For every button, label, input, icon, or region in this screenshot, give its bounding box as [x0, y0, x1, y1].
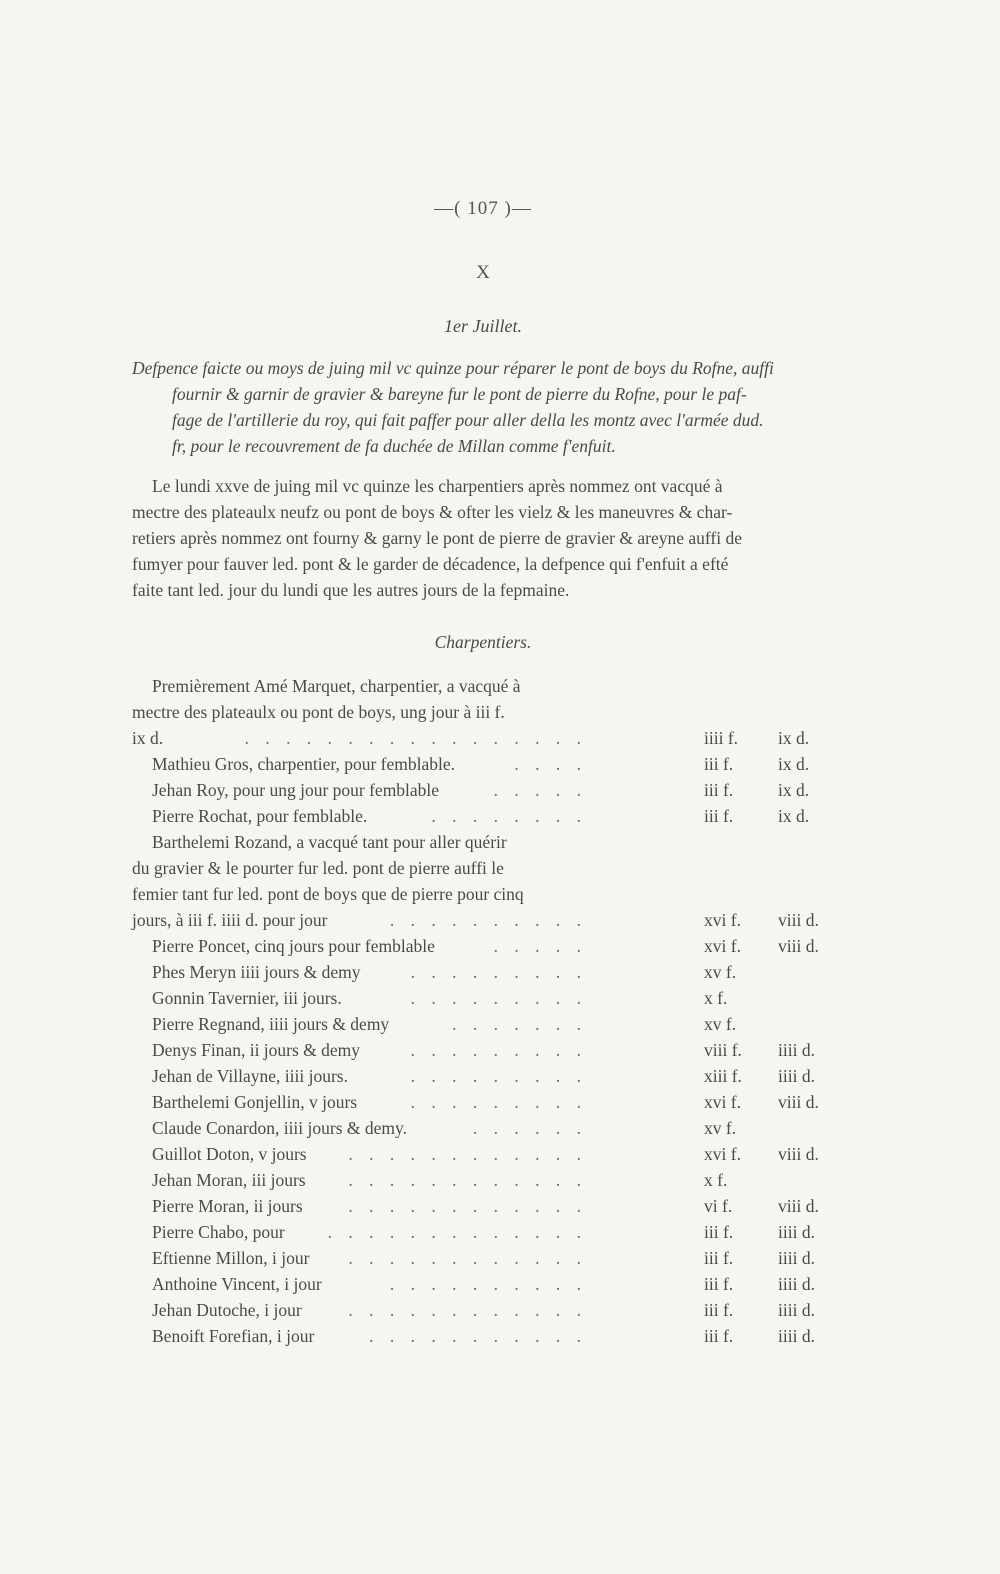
entry-deniers: iiii d.	[778, 1300, 815, 1320]
entry-row	[132, 881, 852, 907]
entry-row	[132, 1037, 852, 1063]
entry-sous: iii f.	[704, 1300, 734, 1320]
entry-text: Premièrement Amé Marquet, charpentier, a vacqué à	[152, 676, 521, 696]
leader-dots: . . . . . . . . . . . . .	[327, 1222, 587, 1242]
entry-text: Barthelemi Gonjellin, v jours	[152, 1092, 358, 1112]
leader-dots: . . . . . . . . .	[410, 1092, 587, 1112]
entry-row	[132, 959, 852, 985]
entry-text: Mathieu Gros, charpentier, pour femblable.	[152, 754, 456, 774]
entry-deniers: viii d.	[778, 910, 819, 930]
entry-text: Phes Meryn iiii jours & demy	[152, 962, 361, 982]
entry-row	[132, 803, 852, 829]
entry-sous: x f.	[704, 1170, 728, 1190]
leader-dots: . . . . . . . . . . . .	[348, 1196, 587, 1216]
heading-line: Defpence faicte ou moys de juing mil vc quinze pour réparer le pont de boys du Rofne, auffi	[132, 358, 774, 378]
entry-text: Jehan de Villayne, iiii jours.	[152, 1066, 348, 1086]
page-number: —( 107 )—	[434, 198, 532, 219]
entry-row	[132, 1323, 852, 1349]
entries-list	[132, 673, 852, 1349]
entry-deniers: ix d.	[778, 728, 810, 748]
entry-sous: iii f.	[704, 1222, 734, 1242]
entry-row	[132, 933, 852, 959]
entry-row	[132, 1219, 852, 1245]
entry-text: Pierre Moran, ii jours	[152, 1196, 303, 1216]
entry-row	[132, 699, 852, 725]
entry-sous: iii f.	[704, 1274, 734, 1294]
entry-text: jours, à iii f. iiii d. pour jour	[132, 910, 328, 930]
leader-dots: . . . . . .	[472, 1118, 587, 1138]
leader-dots: . . . .	[514, 754, 587, 774]
entry-sous: xvi f.	[704, 1144, 741, 1164]
entry-sous: xiii f.	[704, 1066, 742, 1086]
heading-line: fr, pour le recouvrement de fa duchée de Millan comme f'enfuit.	[172, 436, 616, 456]
entry-deniers: ix d.	[778, 806, 810, 826]
entry-sous: iii f.	[704, 754, 734, 774]
entry-text: Eftienne Millon, i jour	[152, 1248, 310, 1268]
entry-deniers: iiii d.	[778, 1040, 815, 1060]
entry-sous: iii f.	[704, 1248, 734, 1268]
leader-dots: . . . . . . . . . . .	[369, 1326, 587, 1346]
entry-text: Jehan Dutoche, i jour	[152, 1300, 302, 1320]
entry-deniers: viii d.	[778, 936, 819, 956]
section-numeral: X	[476, 262, 490, 283]
entry-deniers: iiii d.	[778, 1248, 815, 1268]
heading-line: fournir & garnir de gravier & bareyne fur le pont de pierre du Rofne, pour le paf-	[172, 384, 747, 404]
entry-text: Claude Conardon, iiii jours & demy.	[152, 1118, 408, 1138]
date-heading: 1er Juillet.	[444, 316, 522, 336]
body-paragraph	[132, 473, 844, 603]
entry-row	[132, 1193, 852, 1219]
entry-row	[132, 985, 852, 1011]
entry-sous: viii f.	[704, 1040, 742, 1060]
entry-text: Denys Finan, ii jours & demy	[152, 1040, 361, 1060]
entry-row	[132, 1063, 852, 1089]
heading-line: fage de l'artillerie du roy, qui fait paffer pour aller della les montz avec l'armée dud.	[172, 410, 764, 430]
leader-dots: . . . . . . . . .	[410, 962, 587, 982]
entry-row	[132, 829, 852, 855]
entry-deniers: iiii d.	[778, 1222, 815, 1242]
leader-dots: . . . . . . .	[452, 1014, 587, 1034]
entry-text: mectre des plateaulx ou pont de boys, ung jour à iii f.	[132, 702, 505, 722]
leader-dots: . . . . . . . . . .	[389, 1274, 587, 1294]
entry-text: Pierre Regnand, iiii jours & demy	[152, 1014, 390, 1034]
entry-row	[132, 855, 852, 881]
leader-dots: . . . . . . . . . . . .	[348, 1170, 587, 1190]
entry-row	[132, 725, 852, 751]
entry-deniers: viii d.	[778, 1092, 819, 1112]
entry-text: Anthoine Vincent, i jour	[152, 1274, 322, 1294]
entry-sous: xvi f.	[704, 936, 741, 956]
body-line: Le lundi xxve de juing mil vc quinze les charpentiers après nommez ont vacqué à	[152, 476, 723, 496]
entry-sous: xv f.	[704, 1014, 737, 1034]
entry-sous: x f.	[704, 988, 728, 1008]
entry-row	[132, 777, 852, 803]
entry-deniers: iiii d.	[778, 1326, 815, 1346]
entry-row	[132, 1115, 852, 1141]
body-line: fumyer pour fauver led. pont & le garder de décadence, la defpence qui f'enfuit a efté	[132, 554, 729, 574]
entry-text: du gravier & le pourter fur led. pont de pierre auffi le	[132, 858, 504, 878]
entry-row	[132, 673, 852, 699]
entry-text: Pierre Rochat, pour femblable.	[152, 806, 368, 826]
leader-dots: . . . . . . . . . . . .	[348, 1144, 587, 1164]
entry-text: Jehan Roy, pour ung jour pour femblable	[152, 780, 440, 800]
entry-deniers: ix d.	[778, 754, 810, 774]
entry-deniers: iiii d.	[778, 1066, 815, 1086]
entry-text: Pierre Chabo, pour	[152, 1222, 285, 1242]
body-line: faite tant led. jour du lundi que les autres jours de la fepmaine.	[132, 580, 570, 600]
leader-dots: . . . . . . . . .	[410, 1040, 587, 1060]
leader-dots: . . . . . . . . .	[410, 988, 587, 1008]
leader-dots: . . . . . . . . .	[410, 1066, 587, 1086]
entry-sous: iii f.	[704, 780, 734, 800]
leader-dots: . . . . . . . .	[431, 806, 587, 826]
entry-deniers: viii d.	[778, 1144, 819, 1164]
leader-dots: . . . . . . . . . .	[389, 910, 587, 930]
entry-text: femier tant fur led. pont de boys que de pierre pour cinq	[132, 884, 524, 904]
leader-dots: . . . . . . . . . . . . . . . . .	[244, 728, 587, 748]
entry-row	[132, 751, 852, 777]
entry-sous: iiii f.	[704, 728, 739, 748]
leader-dots: . . . . . . . . . . . .	[348, 1300, 587, 1320]
entry-text: Pierre Poncet, cinq jours pour femblable	[152, 936, 435, 956]
entry-row	[132, 1141, 852, 1167]
body-line: retiers après nommez ont fourny & garny le pont de pierre de gravier & areyne auffi de	[132, 528, 742, 548]
entry-row	[132, 1089, 852, 1115]
entry-text: ix d.	[132, 728, 164, 748]
entry-row	[132, 1011, 852, 1037]
leader-dots: . . . . . . . . . . . .	[348, 1248, 587, 1268]
entry-sous: vi f.	[704, 1196, 733, 1216]
entry-text: Guillot Doton, v jours	[152, 1144, 307, 1164]
entry-sous: xvi f.	[704, 910, 741, 930]
body-line: mectre des plateaulx neufz ou pont de boys & ofter les vielz & les maneuvres & char-	[132, 502, 733, 522]
entry-row	[132, 1167, 852, 1193]
entry-row	[132, 1297, 852, 1323]
entry-text: Gonnin Tavernier, iii jours.	[152, 988, 342, 1008]
leader-dots: . . . . .	[493, 780, 587, 800]
entry-text: Benoift Forefian, i jour	[152, 1326, 315, 1346]
section-heading: Charpentiers.	[434, 632, 532, 652]
entry-sous: iii f.	[704, 806, 734, 826]
entry-row	[132, 1245, 852, 1271]
entry-row	[132, 907, 852, 933]
entry-sous: iii f.	[704, 1326, 734, 1346]
entry-row	[132, 1271, 852, 1297]
entry-deniers: viii d.	[778, 1196, 819, 1216]
entry-deniers: iiii d.	[778, 1274, 815, 1294]
entry-deniers: ix d.	[778, 780, 810, 800]
entry-text: Barthelemi Rozand, a vacqué tant pour aller quérir	[152, 832, 507, 852]
entry-sous: xvi f.	[704, 1092, 741, 1112]
heading-paragraph	[132, 355, 844, 459]
leader-dots: . . . . .	[493, 936, 587, 956]
entry-sous: xv f.	[704, 1118, 737, 1138]
entry-text: Jehan Moran, iii jours	[152, 1170, 306, 1190]
entry-sous: xv f.	[704, 962, 737, 982]
